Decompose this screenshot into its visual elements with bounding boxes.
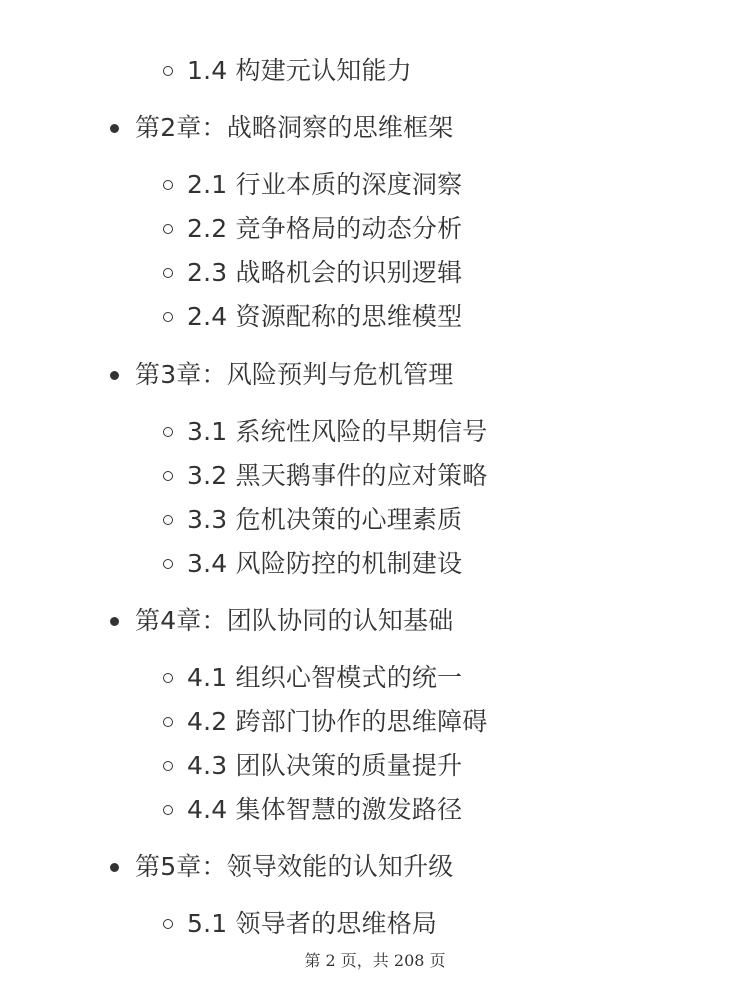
circle-bullet-icon	[163, 761, 173, 771]
toc-item-label: 1.4 构建元认知能力	[187, 56, 412, 85]
toc-item-label: 5.1 领导者的思维格局	[187, 909, 438, 938]
circle-bullet-icon	[163, 717, 173, 727]
circle-bullet-icon	[163, 180, 173, 190]
toc-item-label: 4.4 集体智慧的激发路径	[187, 795, 463, 824]
circle-bullet-icon	[163, 312, 173, 322]
toc-item-label: 2.4 资源配称的思维模型	[187, 302, 463, 331]
disc-bullet-icon	[110, 371, 119, 380]
toc-section-item	[163, 209, 462, 249]
toc-chapter-item	[110, 108, 454, 148]
page-number-footer: 第 2 页，共 208 页	[304, 951, 446, 970]
disc-bullet-icon	[110, 617, 119, 626]
circle-bullet-icon	[163, 673, 173, 683]
circle-bullet-icon	[163, 919, 173, 929]
toc-item-label: 第4章：团队协同的认知基础	[135, 606, 454, 635]
toc-chapter-item	[110, 847, 454, 887]
toc-chapter-item	[110, 355, 454, 395]
circle-bullet-icon	[163, 471, 173, 481]
toc-section-item	[163, 746, 462, 786]
toc-item-label: 3.2 黑天鹅事件的应对策略	[187, 461, 488, 490]
toc-chapter-item	[110, 601, 454, 641]
toc-item-label: 第5章：领导效能的认知升级	[135, 852, 454, 881]
toc-item-label: 3.1 系统性风险的早期信号	[187, 417, 488, 446]
circle-bullet-icon	[163, 66, 173, 76]
toc-section-item	[163, 412, 488, 452]
toc-section-item	[163, 456, 488, 496]
circle-bullet-icon	[163, 559, 173, 569]
toc-section-item	[163, 165, 462, 205]
toc-item-label: 2.3 战略机会的识别逻辑	[187, 258, 463, 287]
toc-item-label: 3.4 风险防控的机制建设	[187, 549, 463, 578]
disc-bullet-icon	[110, 124, 119, 133]
toc-section-item	[163, 702, 488, 742]
toc-section-item	[163, 658, 462, 698]
circle-bullet-icon	[163, 805, 173, 815]
toc-item-label: 4.1 组织心智模式的统一	[187, 663, 463, 692]
disc-bullet-icon	[110, 863, 119, 872]
circle-bullet-icon	[163, 515, 173, 525]
toc-section-item	[163, 904, 437, 944]
toc-item-label: 4.2 跨部门协作的思维障碍	[187, 707, 488, 736]
toc-item-label: 2.2 竞争格局的动态分析	[187, 214, 463, 243]
toc-item-label: 4.3 团队决策的质量提升	[187, 751, 463, 780]
circle-bullet-icon	[163, 268, 173, 278]
toc-item-label: 第3章：风险预判与危机管理	[135, 360, 454, 389]
toc-item-label: 2.1 行业本质的深度洞察	[187, 170, 463, 199]
circle-bullet-icon	[163, 224, 173, 234]
toc-item-label: 3.3 危机决策的心理素质	[187, 505, 463, 534]
toc-section-item	[163, 253, 462, 293]
toc-section-item	[163, 544, 462, 584]
toc-section-item	[163, 51, 412, 91]
toc-section-item	[163, 500, 462, 540]
toc-section-item	[163, 790, 462, 830]
toc-item-label: 第2章：战略洞察的思维框架	[135, 113, 454, 142]
circle-bullet-icon	[163, 427, 173, 437]
toc-section-item	[163, 297, 462, 337]
